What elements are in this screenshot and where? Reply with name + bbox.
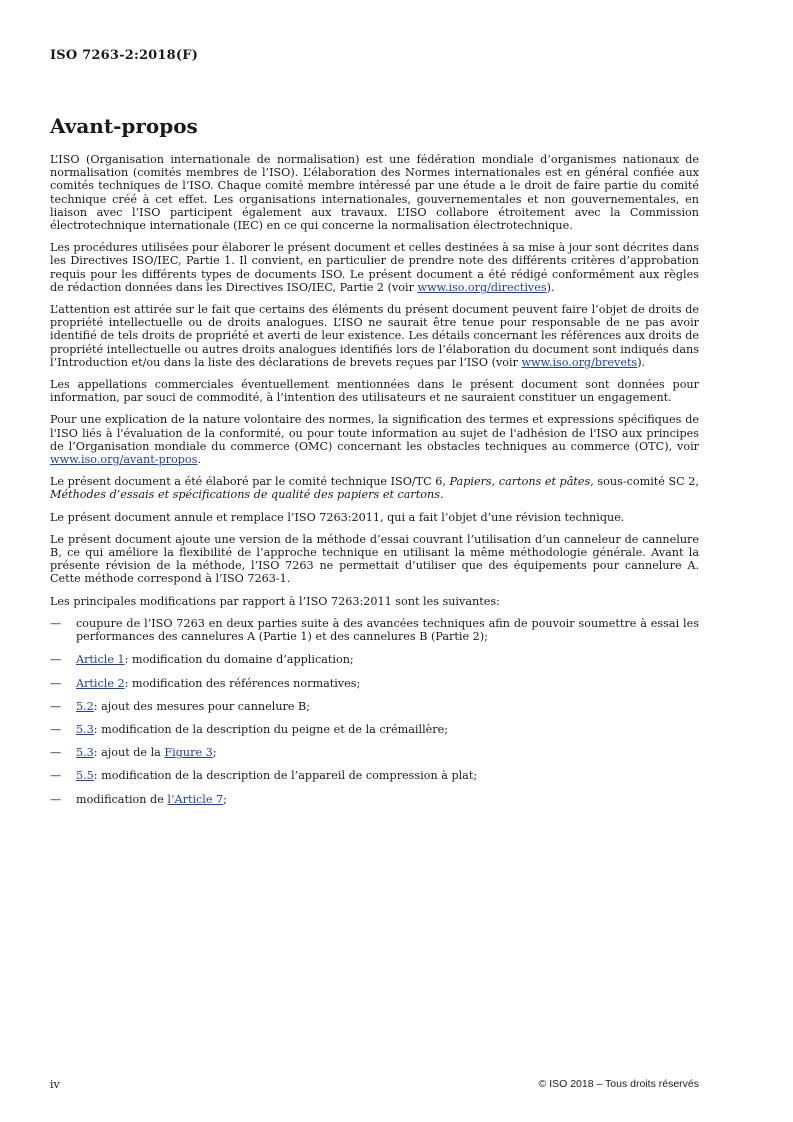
patents-link[interactable]: www.iso.org/brevets [521,355,638,369]
article-1-link[interactable]: Article 1 [76,653,125,667]
foreword-body [50,153,699,816]
list-item-text: : modification de la description du peigne et de la crémaillère; [93,722,449,736]
list-dash: — [50,653,62,667]
list-item-tail: ; [223,792,227,806]
list-item-text: : ajout de la [93,746,165,760]
list-dash: — [50,676,62,690]
paragraph-procedures [50,241,699,294]
paragraph-tail: ). [637,355,646,369]
paragraph-text: L’attention est attirée sur le fait que certains des éléments du présent document peuvent faire l’objet de droits de propriété intellectuelle ou de droits analogues. L’ISO ne saurait être tenue pour responsable de ne pas avoir identifié de tels droits de propriété et averti de leur existence. Les détails concernant les références aux droits de propriété intellectuelle ou autres droits analogues identifiés lors de l’élaboration du document sont indiqués dans l’Introduction et/ou dans la liste des déclarations de brevets reçues par l’ISO (voir [50,303,699,369]
list-dash: — [50,722,62,736]
committee-name: Papiers, cartons et pâtes [449,475,591,489]
list-item-text: modification de [76,792,168,806]
paragraph-text: Pour une explication de la nature volontaire des normes, la signification des termes et expressions spécifiques de l'ISO liés à l'évaluation de la conformité, ou pour toute information au sujet de l'adhésion de l'ISO aux principes de l’Organisation mondiale du commerce (OMC) concernant les obstacles techniques au commerce (OTC), voir [50,413,699,453]
list-item-tail: ; [212,746,217,760]
paragraph-voluntary-nature [50,413,699,466]
list-item [50,793,699,806]
list-item [50,677,699,690]
list-item [50,653,699,666]
article-2-link[interactable]: Article 2 [76,676,125,690]
list-item-text: : modification de la description de l’appareil de compression à plat; [93,769,478,783]
list-item-text: coupure de l’ISO 7263 en deux parties suite à des avancées techniques afin de pouvoir soumettre à essai les performances des cannelures A (Partie 1) et des cannelures B (Partie 2); [76,616,699,644]
paragraph-tail: . [439,488,444,502]
figure-3-link[interactable]: Figure 3 [164,746,213,760]
paragraph-tail: ). [546,280,555,294]
section-5-3-link[interactable]: 5.3 [76,722,94,736]
section-5-2-link[interactable]: 5.2 [76,699,94,713]
list-dash: — [50,616,62,630]
paragraph-patents [50,303,699,369]
section-5-5-link[interactable]: 5.5 [76,769,94,783]
list-item [50,723,699,736]
paragraph-text: , sous-comité SC 2, [590,475,699,489]
list-dash: — [50,769,62,783]
paragraph-iso-intro: L’ISO (Organisation internationale de normalisation) est une fédération mondiale d’organismes nationaux de normalisation (comités membres de l’ISO). L’élaboration des Normes internationales est en général confiée aux comités techniques de l’ISO. Chaque comité membre intéressé par une étude a le droit de faire partie du comité technique créé à cet effet. Les organisations internationales, gouvernementales et non gouvernementales, en liaison avec l’ISO participent également aux travaux. L’ISO collabore étroitement avec la Commission électrotechnique internationale (IEC) en ce qui concerne la normalisation électrotechnique. [50,153,699,233]
copyright-notice: © ISO 2018 – Tous droits réservés [538,1078,699,1090]
foreword-link[interactable]: www.iso.org/avant-propos [50,453,198,467]
changes-list [50,617,699,806]
list-item-text: : ajout des mesures pour cannelure B; [93,699,311,713]
list-item-text: : modification des références normatives; [124,676,361,690]
list-dash: — [50,792,62,806]
list-item-text: : modification du domaine d’application; [124,653,354,667]
list-item [50,617,699,643]
list-item [50,769,699,782]
document-id-header: ISO 7263-2:2018(F) [50,48,199,63]
paragraph-text: Les procédures utilisées pour élaborer le présent document et celles destinées à sa mise à jour sont décrites dans les Directives ISO/IEC, Partie 1. Il convient, en particulier de prendre note des différents critères d’approbation requis pour les différents types de documents ISO. Le présent document a été rédigé conformément aux règles de rédaction données dans les Directives ISO/IEC, Partie 2 (voir [50,241,699,294]
paragraph-trade-names: Les appellations commerciales éventuellement mentionnées dans le présent document sont données pour information, par souci de commodité, à l’intention des utilisateurs et ne sauraient constituer un engagement. [50,378,699,405]
list-item [50,746,699,759]
list-dash: — [50,746,62,760]
paragraph-b-flute: Le présent document ajoute une version de la méthode d’essai couvrant l’utilisation d’un canneleur de cannelure B, ce qui améliore la flexibilité de l’approche technique en utilisant la même méthodologie générale. Avant la présente révision de la méthode, l’ISO 7263 ne permettait d’utiliser que des équipements pour cannelure A. Cette méthode correspond à l’ISO 7263-1. [50,532,699,586]
paragraph-changes-intro: Les principales modifications par rapport à l’ISO 7263:2011 sont les suivantes: [50,594,500,608]
paragraph-text: Le présent document a été élaboré par le comité technique ISO/TC 6, [50,475,450,489]
paragraph-tail: . [197,453,201,467]
page-title: Avant-propos [50,114,198,138]
page-number: iv [50,1078,60,1091]
directives-link[interactable]: www.iso.org/directives [417,280,547,294]
subcommittee-name: Méthodes d’essais et spécifications de qualité des papiers et cartons [50,488,440,502]
article-7-link[interactable]: l’Article 7 [167,792,224,806]
section-5-3-link[interactable]: 5.3 [76,746,94,760]
list-dash: — [50,699,62,713]
paragraph-replaces: Le présent document annule et remplace l’ISO 7263:2011, qui a fait l’objet d’une révision technique. [50,510,625,524]
list-item [50,700,699,713]
paragraph-committee [50,475,699,501]
